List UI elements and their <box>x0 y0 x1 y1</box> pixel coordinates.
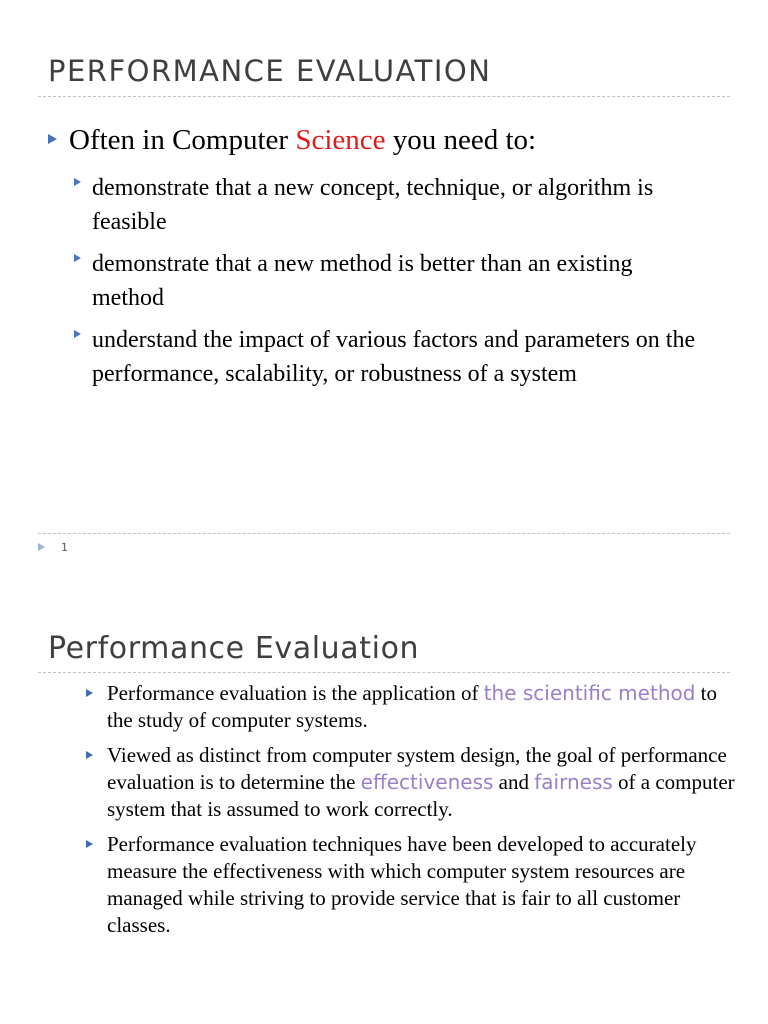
bullet-text: Performance evaluation techniques have been developed to accurately measure the effectiveness with which computer system resources are managed while striving to provide service that is fair to all customer classes. <box>107 832 697 937</box>
footer-divider <box>38 533 730 534</box>
sub-bullet-list <box>74 171 704 399</box>
bullet-arrow-icon <box>74 330 81 338</box>
slide-number-arrow-icon <box>38 543 45 551</box>
sub-bullet-text: understand the impact of various factors and parameters on the performance, scalability, or robustness of a system <box>92 327 696 387</box>
bullet-arrow-icon <box>86 689 93 697</box>
bullet-item <box>86 680 736 734</box>
sub-bullet-item <box>74 171 704 239</box>
slide-2 <box>0 580 768 1024</box>
bullet-item <box>86 831 736 939</box>
highlighted-term: effectiveness <box>360 770 494 794</box>
main-bullet-text-before: Often in Computer <box>69 124 296 156</box>
bullet-arrow-icon <box>86 751 93 759</box>
sub-bullet-text: demonstrate that a new method is better than an existing method <box>92 251 633 311</box>
title-divider <box>38 672 730 673</box>
bullet-arrow-icon <box>86 840 93 848</box>
slide-number-text: 1 <box>61 541 68 554</box>
bullet-arrow-icon <box>74 254 81 262</box>
sub-bullet-text: demonstrate that a new concept, technique, or algorithm is feasible <box>92 175 654 235</box>
sub-bullet-item <box>74 247 704 315</box>
bullet-text <box>107 681 717 732</box>
bullet-text-part: to the study of computer systems. <box>107 681 718 732</box>
sub-bullet-item <box>74 323 704 391</box>
bullet-list <box>86 680 736 947</box>
main-bullet-text-after: you need to: <box>385 124 537 156</box>
bullet-text-part: Viewed as distinct from computer system design, the goal of performance evaluation is to determine the <box>107 743 727 794</box>
slide-title: Performance Evaluation <box>48 631 420 666</box>
bullet-item <box>86 742 736 823</box>
bullet-arrow-icon <box>48 134 57 144</box>
title-divider <box>38 96 730 97</box>
bullet-text-part: Performance evaluation is the application of <box>107 681 484 705</box>
bullet-text-part: and <box>493 770 535 794</box>
bullet-arrow-icon <box>74 178 81 186</box>
main-bullet-text <box>69 124 536 157</box>
highlighted-term: the scientific method <box>483 681 696 705</box>
slide-title: PERFORMANCE EVALUATION <box>48 54 492 88</box>
bullet-text <box>107 743 735 821</box>
highlighted-word: Science <box>295 124 386 156</box>
bullet-text-part: of a computer system that is assumed to work correctly. <box>107 770 735 821</box>
highlighted-term: fairness <box>534 770 613 794</box>
